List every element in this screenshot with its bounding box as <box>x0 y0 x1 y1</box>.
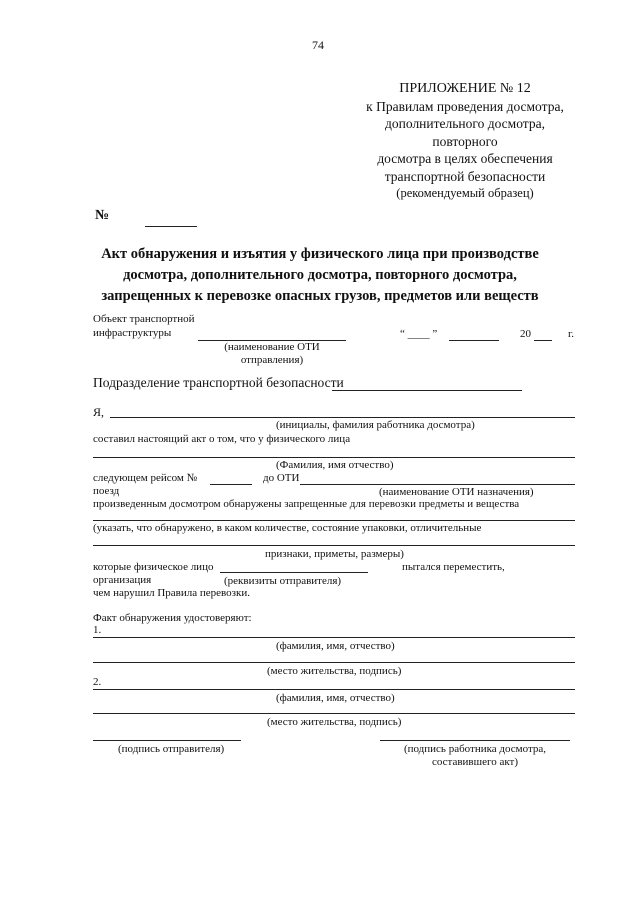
features-line[interactable] <box>93 545 575 546</box>
fio-hint: (фамилия, имя, отчество) <box>276 692 395 704</box>
found-items-line[interactable] <box>93 520 575 521</box>
witness-2-name-line[interactable] <box>93 689 575 690</box>
act-title-line: запрещенных к перевозке опасных грузов, предметов или веществ <box>101 288 539 304</box>
date-year-suffix: г. <box>568 328 575 340</box>
date-year-prefix: 20 <box>520 328 531 340</box>
person-name-line[interactable] <box>93 457 575 458</box>
act-number-sign: № <box>95 208 110 223</box>
act-title-line: досмотра, дополнительного досмотра, повторного досмотра, <box>123 267 517 283</box>
object-label: инфраструктуры <box>93 327 172 339</box>
appendix-line: транспортной безопасности <box>384 168 546 184</box>
sender-signature-line[interactable] <box>93 740 241 741</box>
security-unit-label: Подразделение транспортной безопасности <box>93 375 344 390</box>
features-hint: признаки, приметы, размеры) <box>265 548 404 560</box>
to-oti-label: до ОТИ <box>263 472 300 484</box>
witness-1-residence-line[interactable] <box>93 662 575 663</box>
flight-number-line[interactable] <box>210 484 252 485</box>
appendix-note: (рекомендуемый образец) <box>396 186 534 200</box>
compiled-text: составил настоящий акт о том, что у физического лица <box>93 433 351 445</box>
inspector-signature-hint: (подпись работника досмотра, <box>403 743 547 755</box>
witness-1-name-line[interactable] <box>93 637 575 638</box>
inspector-signature-hint: составившего акт) <box>431 756 519 768</box>
specify-hint: (указать, что обнаружено, в каком количестве, состояние упаковки, отличительные <box>93 522 482 534</box>
page-number: 74 <box>312 38 324 52</box>
date-day-field[interactable]: “ ____ ” <box>400 328 438 340</box>
witness-2-residence-line[interactable] <box>93 713 575 714</box>
next-flight-label: следующем рейсом № <box>93 472 198 484</box>
train-label: поезд <box>93 485 120 497</box>
found-text: произведенным досмотром обнаружены запрещенные для перевозки предметы и вещества <box>93 498 520 510</box>
witness-2-number: 2. <box>93 676 102 688</box>
residence-hint: (место жительства, подпись) <box>267 665 402 677</box>
sender-signature-hint: (подпись отправителя) <box>118 743 225 755</box>
appendix-line: досмотра в целях обеспечения <box>377 151 553 166</box>
residence-hint: (место жительства, подпись) <box>267 716 402 728</box>
witness-1-number: 1. <box>93 624 102 636</box>
object-label: Объект транспортной <box>93 313 195 325</box>
appendix-line: дополнительного досмотра, <box>385 116 545 131</box>
inspector-hint: (инициалы, фамилия работника досмотра) <box>276 419 475 431</box>
appendix-line: повторного <box>432 133 498 149</box>
i-label: Я, <box>93 405 105 419</box>
sender-details-line[interactable] <box>220 572 368 573</box>
violated-text: чем нарушил Правила перевозки. <box>93 587 250 599</box>
act-title-line: Акт обнаружения и изъятия у физического лица при производстве <box>101 246 539 262</box>
oti-name-hint: отправления) <box>240 354 304 366</box>
fio-hint: (фамилия, имя, отчество) <box>276 640 395 652</box>
act-number-line <box>145 226 197 227</box>
destination-oti-line[interactable] <box>300 484 575 485</box>
date-month-field[interactable] <box>449 340 499 341</box>
sender-details-hint: (реквизиты отправителя) <box>224 575 342 587</box>
tried-move-text: пытался переместить, <box>402 561 505 573</box>
act-title <box>40 244 600 307</box>
oti-name-hint: (наименование ОТИ <box>224 341 320 353</box>
appendix-line: к Правилам проведения досмотра, <box>366 98 564 114</box>
dest-oti-hint: (наименование ОТИ назначения) <box>379 486 534 498</box>
witnesses-title: Факт обнаружения удостоверяют: <box>93 612 252 624</box>
person-hint: (Фамилия, имя отчество) <box>276 459 394 471</box>
inspector-name-line[interactable] <box>110 417 575 418</box>
appendix-title: ПРИЛОЖЕНИЕ № 12 <box>399 81 531 96</box>
security-unit-line[interactable] <box>332 390 522 391</box>
inspector-signature-line[interactable] <box>380 740 570 741</box>
date-year-field[interactable] <box>534 340 552 341</box>
appendix-header <box>345 80 585 203</box>
which-person-text: которые физическое лицо <box>93 561 214 573</box>
organization-label: организация <box>93 574 152 586</box>
